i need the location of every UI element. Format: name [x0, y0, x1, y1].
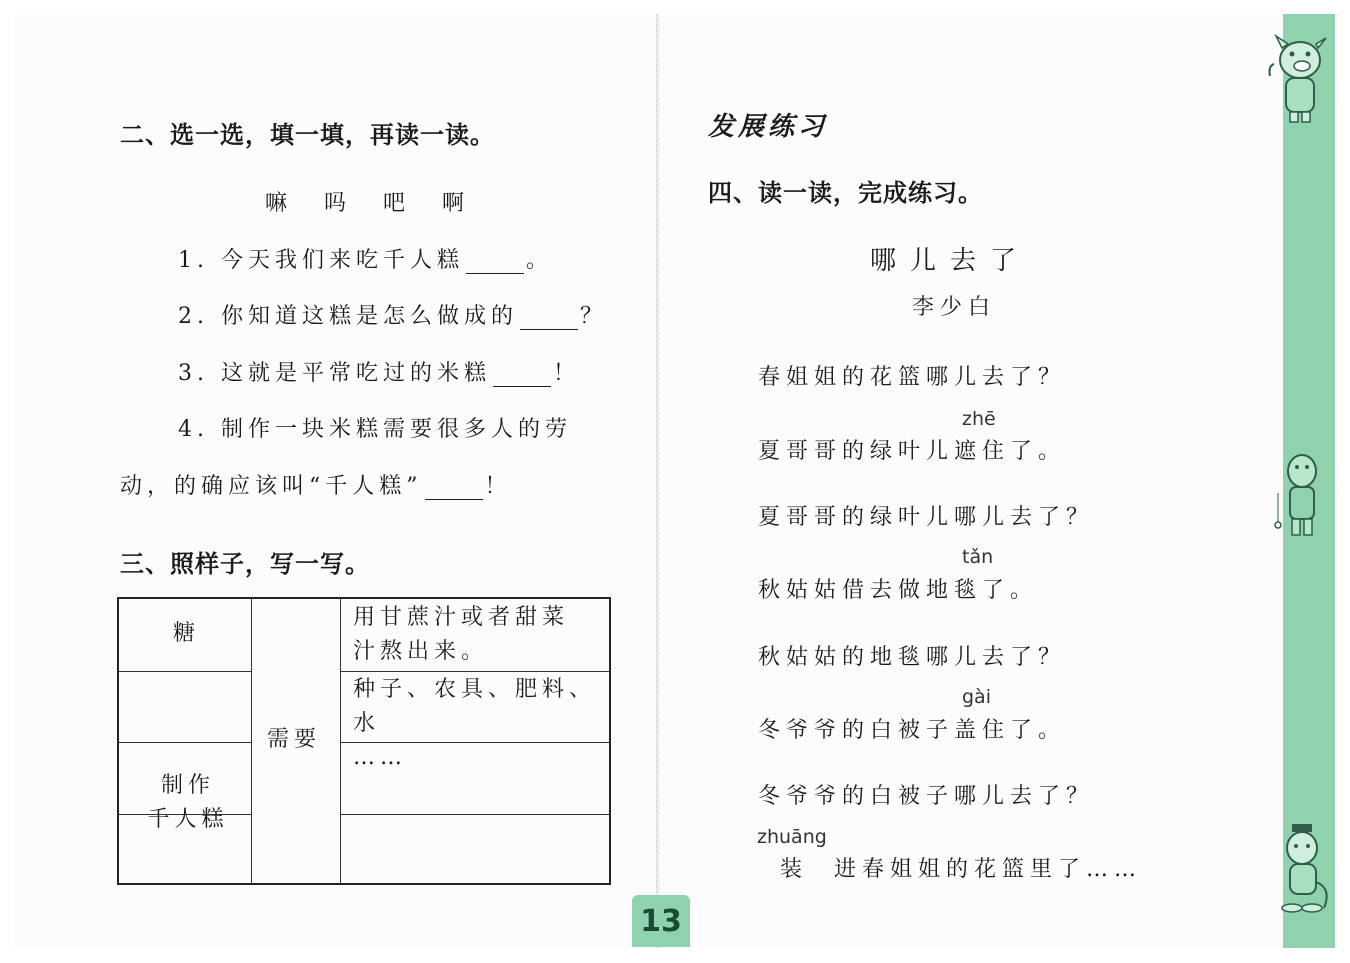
section3-heading: 三、照样子，写一写。 [120, 550, 370, 578]
table-cell-sugar: 糖 [173, 621, 201, 646]
question-3: 3. 这就是平常吃过的米糕 ！ [178, 361, 580, 386]
table-cell-need: 需要 [267, 727, 322, 752]
page-title: 发展练习 [708, 112, 829, 142]
example-table [117, 597, 611, 885]
choice-words [265, 186, 494, 217]
page-number: 13 [632, 895, 690, 947]
pig-mascot-icon [1262, 30, 1334, 125]
poem-line: 秋姑姑的地毯哪儿去了？ [758, 645, 1067, 670]
poem-line: 夏哥哥的绿叶儿遮住了。 [758, 439, 1067, 464]
dog-mascot-yoyo-icon [1270, 445, 1330, 545]
spine-dotted-line [656, 14, 658, 948]
poem-line: 夏哥哥的绿叶儿哪儿去了？ [758, 505, 1095, 530]
question-2: 2. 你知道这糕是怎么做成的 ？ [178, 304, 607, 329]
table-cell-sugar-desc: 用甘蔗汁或者甜菜 汁熬出来。 [353, 605, 570, 664]
answer-blank[interactable] [520, 307, 578, 330]
table-blank-cell[interactable] [341, 815, 609, 884]
poem-line: 秋姑姑借去做地毯了。 [758, 578, 1039, 603]
poem-line: 春姐姐的花篮哪儿去了？ [758, 365, 1067, 390]
section2-heading: 二、选一选，填一填，再读一读。 [120, 121, 495, 149]
poem-title: 哪儿去了 [870, 246, 1031, 276]
pinyin: zhuāng [757, 826, 827, 848]
choice-word: 吗 [324, 191, 347, 216]
pinyin: gài [962, 686, 991, 708]
table-cell-make-cake: 制作 千人糕 [147, 773, 229, 832]
table-blank-cell[interactable] [119, 672, 250, 741]
table-blank-cell[interactable] [341, 743, 609, 813]
pinyin: tǎn [962, 546, 994, 568]
section4-heading: 四、读一读，完成练习。 [708, 179, 983, 207]
poem-line: 装 进春姐姐的花篮里了…… [780, 857, 1142, 882]
choice-word: 吧 [383, 191, 406, 216]
choice-word: 嘛 [265, 191, 288, 216]
mouse-mascot-icon [1266, 818, 1336, 918]
question-4-line1: 4. 制作一块米糕需要很多人的劳 [178, 417, 572, 442]
choice-word: 啊 [442, 191, 465, 216]
answer-blank[interactable] [425, 477, 483, 500]
table-cell-cake-needs: 种子、农具、肥料、水 …… [353, 677, 597, 770]
poem-line: 冬爷爷的白被子哪儿去了？ [758, 784, 1095, 809]
table-blank-cell[interactable] [119, 815, 250, 884]
pinyin: zhē [962, 408, 996, 430]
answer-blank[interactable] [466, 251, 524, 274]
question-4-line2: 动，的确应该叫“千人糕” ！ [120, 474, 512, 499]
question-1: 1. 今天我们来吃千人糕 。 [178, 248, 553, 273]
answer-blank[interactable] [493, 364, 551, 387]
poem-line: 冬爷爷的白被子盖住了。 [758, 718, 1067, 743]
poem-author: 李少白 [912, 295, 997, 320]
